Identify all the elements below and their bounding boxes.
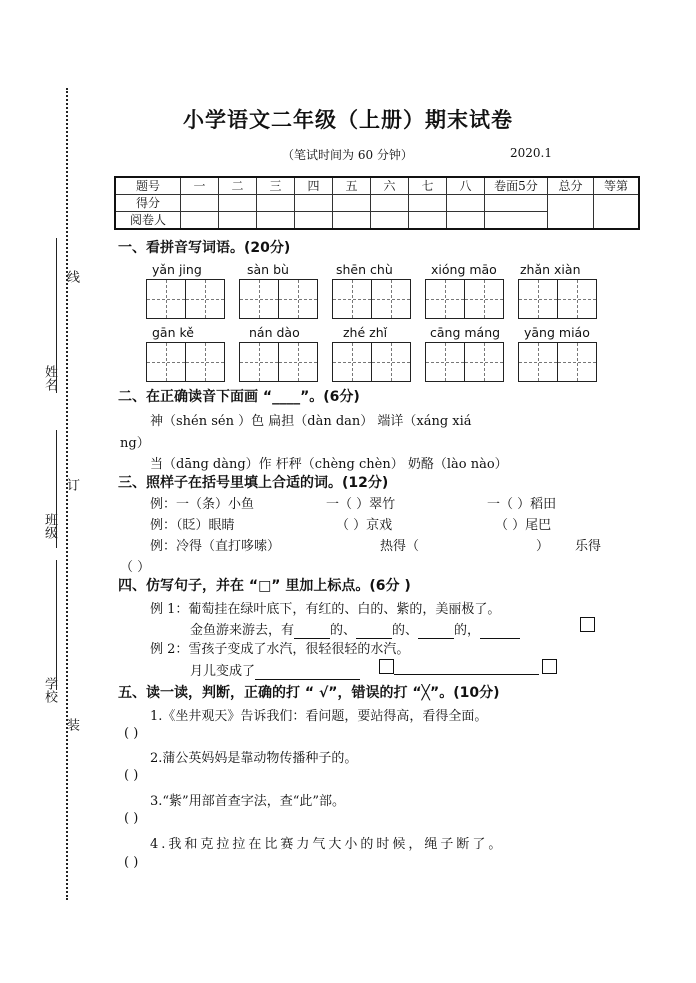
writing-grid[interactable] xyxy=(518,279,596,319)
grader-cell[interactable] xyxy=(181,212,219,230)
writing-grid[interactable] xyxy=(239,279,317,319)
fill-blank-item[interactable]: （ ） xyxy=(120,560,151,575)
pinyin-label: gān kě xyxy=(152,325,194,340)
fill-blank-item[interactable]: 一（ ）翠竹 xyxy=(326,497,396,512)
grader-cell[interactable] xyxy=(219,212,257,230)
score-cell[interactable] xyxy=(409,195,447,212)
header-cell: 三 xyxy=(257,177,295,195)
page-title: 小学语文二年级（上册）期末试卷 xyxy=(183,108,513,132)
answer-blank[interactable] xyxy=(356,623,392,639)
sidebar-school-label: 学校 xyxy=(42,677,57,703)
section-3-heading: 三、照样子在括号里填上合适的词。(12分) xyxy=(118,475,389,491)
reading-choice-line: 神（shén sén ）色 扁担（dàn dan） 端详（xáng xiá xyxy=(150,414,472,429)
sidebar-name-label: 姓名 xyxy=(42,365,57,391)
header-cell: 五 xyxy=(333,177,371,195)
sentence-text: 的， xyxy=(454,623,481,638)
punctuation-box[interactable] xyxy=(580,617,595,632)
writing-grid[interactable] xyxy=(425,279,503,319)
writing-grid[interactable] xyxy=(239,342,317,382)
score-cell[interactable] xyxy=(371,195,409,212)
score-row xyxy=(115,195,639,212)
judge-statement: 4.我和克拉拉在比赛力气大小的时候，绳子断了。 xyxy=(150,837,505,852)
writing-grid[interactable] xyxy=(332,342,410,382)
section-4-heading: 四、仿写句子，并在 “□” 里加上标点。(6分 ) xyxy=(118,578,411,594)
fill-example: 例：（眨）眼睛 xyxy=(150,518,235,533)
sentence-example: 例 1：葡萄挂在绿叶底下，有红的、白的、紫的，美丽极了。 xyxy=(150,602,501,617)
grader-cell[interactable] xyxy=(485,212,548,230)
pinyin-label: sàn bù xyxy=(247,262,289,277)
answer-blank[interactable] xyxy=(255,664,360,680)
punctuation-box[interactable] xyxy=(379,659,394,674)
answer-blank[interactable] xyxy=(480,623,520,639)
answer-blank[interactable] xyxy=(294,623,330,639)
score-table xyxy=(114,176,640,230)
grader-cell[interactable] xyxy=(409,212,447,230)
pinyin-label: yāng miáo xyxy=(524,325,590,340)
pinyin-label: nán dào xyxy=(249,325,300,340)
score-cell[interactable] xyxy=(333,195,371,212)
writing-grid[interactable] xyxy=(332,279,410,319)
judge-statement: 1.《坐井观天》告诉我们：看问题，要站得高，看得全面。 xyxy=(150,709,488,724)
header-cell: 六 xyxy=(371,177,409,195)
row-label: 阅卷人 xyxy=(115,212,181,230)
sidebar-xian: 线 xyxy=(64,270,79,283)
pinyin-label: yǎn jing xyxy=(152,262,202,277)
judge-answer-paren[interactable]: ( ) xyxy=(124,855,139,870)
sidebar-ding: 订 xyxy=(64,478,79,491)
score-cell[interactable] xyxy=(257,195,295,212)
sentence-fill xyxy=(190,660,360,680)
class-fill-line[interactable] xyxy=(56,430,57,548)
writing-grid[interactable] xyxy=(425,342,503,382)
score-cell[interactable] xyxy=(485,195,548,212)
grader-cell[interactable] xyxy=(257,212,295,230)
header-cell: 卷面5分 xyxy=(485,177,548,195)
header-cell: 二 xyxy=(219,177,257,195)
writing-grid[interactable] xyxy=(146,342,224,382)
section-2-heading: 二、在正确读音下面画 “____”。(6分) xyxy=(118,389,360,405)
reading-choice-line-cont: ng） xyxy=(120,436,150,451)
punctuation-box[interactable] xyxy=(542,659,557,674)
header-cell: 一 xyxy=(181,177,219,195)
pinyin-label: zhé zhǐ xyxy=(343,325,388,340)
header-cell: 总分 xyxy=(548,177,594,195)
grade-cell[interactable] xyxy=(594,195,640,230)
section-5-heading: 五、读一读，判断，正确的打 “ √”，错误的打 “╳”。(10分) xyxy=(118,685,500,701)
exam-duration: （笔试时间为 60 分钟） xyxy=(282,148,413,162)
writing-grid[interactable] xyxy=(518,342,596,382)
judge-answer-paren[interactable]: ( ) xyxy=(124,768,139,783)
grader-cell[interactable] xyxy=(295,212,333,230)
judge-answer-paren[interactable]: ( ) xyxy=(124,811,139,826)
fill-example: 例：冷得（直打哆嗦） xyxy=(150,539,281,554)
answer-blank[interactable] xyxy=(394,660,539,675)
header-cell: 四 xyxy=(295,177,333,195)
school-fill-line[interactable] xyxy=(56,560,57,690)
sentence-text: 的、 xyxy=(392,623,419,638)
fill-blank-item[interactable]: （ ）京戏 xyxy=(336,518,393,533)
answer-blank[interactable] xyxy=(418,623,454,639)
judge-statement: 2.蒲公英妈妈是靠动物传播种子的。 xyxy=(150,751,358,766)
grader-cell[interactable] xyxy=(333,212,371,230)
pinyin-label: zhǎn xiàn xyxy=(520,262,581,277)
score-cell[interactable] xyxy=(181,195,219,212)
header-cell: 等第 xyxy=(594,177,640,195)
fill-blank-item[interactable]: 一（ ）稻田 xyxy=(487,497,557,512)
name-fill-line[interactable] xyxy=(56,238,57,393)
pinyin-label: xióng māo xyxy=(431,262,497,277)
fill-blank-item[interactable]: 热得（ xyxy=(380,539,420,554)
reading-choice-line: 当（dāng dàng）作 杆秤（chèng chèn） 奶酪（lào nào） xyxy=(150,457,508,472)
writing-grid[interactable] xyxy=(146,279,224,319)
score-cell[interactable] xyxy=(295,195,333,212)
binding-dotted-line xyxy=(66,88,68,900)
header-cell: 八 xyxy=(447,177,485,195)
score-cell[interactable] xyxy=(447,195,485,212)
sidebar-zhuang: 装 xyxy=(64,718,79,731)
sentence-fill xyxy=(190,619,520,639)
pinyin-label: cāng máng xyxy=(430,325,501,340)
row-label: 得分 xyxy=(115,195,181,212)
score-table-header-row xyxy=(115,177,639,195)
sentence-example: 例 2：雪孩子变成了水汽，很轻很轻的水汽。 xyxy=(150,642,410,657)
fill-blank-item[interactable]: （ ）尾巴 xyxy=(495,518,552,533)
total-score-cell[interactable] xyxy=(548,195,594,230)
score-cell[interactable] xyxy=(219,195,257,212)
sentence-text: 的、 xyxy=(330,623,357,638)
sidebar-class-label: 班级 xyxy=(42,513,57,539)
grader-cell[interactable] xyxy=(371,212,409,230)
sentence-text: 月儿变成了 xyxy=(190,664,256,679)
fill-blank-close: ） xyxy=(536,539,550,554)
judge-answer-paren[interactable]: ( ) xyxy=(124,726,139,741)
fill-example: 例：一（条）小鱼 xyxy=(150,497,255,512)
header-cell: 七 xyxy=(409,177,447,195)
exam-date: 2020.1 xyxy=(510,146,552,160)
section-1-heading: 一、看拼音写词语。(20分) xyxy=(118,240,291,256)
judge-statement: 3.“紫”用部首查字法，查“此”部。 xyxy=(150,794,345,809)
pinyin-label: shēn chù xyxy=(336,262,393,277)
sentence-text: 金鱼游来游去，有 xyxy=(190,623,295,638)
header-cell: 题号 xyxy=(115,177,181,195)
grader-cell[interactable] xyxy=(447,212,485,230)
fill-blank-item[interactable]: 乐得 xyxy=(575,539,602,554)
